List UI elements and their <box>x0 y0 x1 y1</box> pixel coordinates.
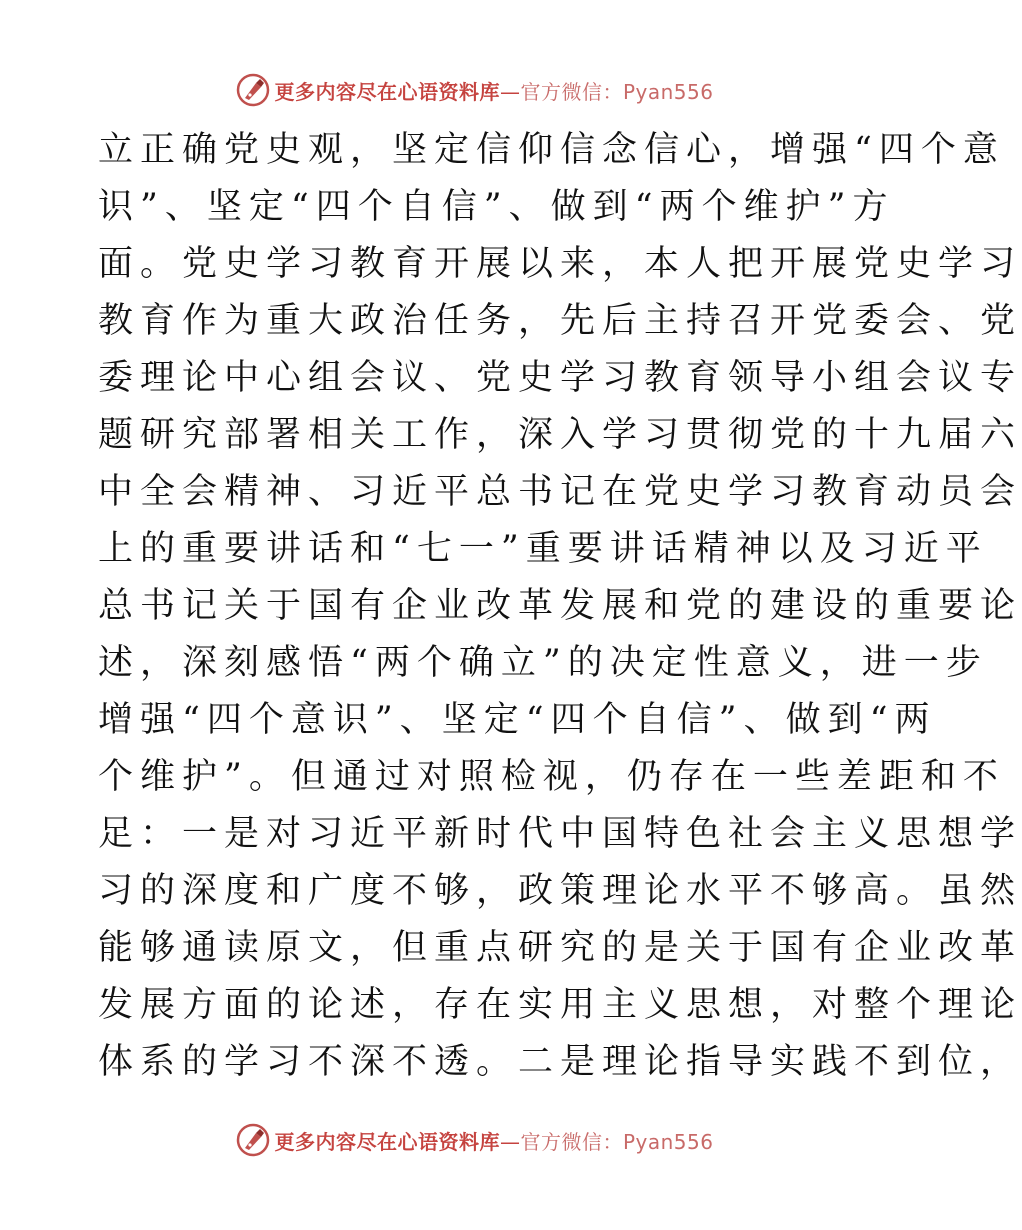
footer-banner-text <box>274 1126 713 1155</box>
text-line: 教育作为重大政治任务，先后主持召开党委会、党 <box>98 301 1022 341</box>
text-line: 发展方面的论述，存在实用主义思想，对整个理论 <box>98 985 1022 1025</box>
text-line: 足：一是对习近平新时代中国特色社会主义思想学 <box>98 814 1022 854</box>
header-banner <box>0 68 950 112</box>
text-line: 增强“四个意识”、坚定“四个自信”、做到“两 <box>98 700 937 740</box>
text-line: 题研究部署相关工作，深入学习贯彻党的十九届六 <box>98 415 1022 455</box>
banner-brand: 更多内容尽在心语资料库 <box>274 1129 500 1154</box>
header-banner-text <box>274 76 713 105</box>
banner-wechat: 官方微信：Pyan556 <box>520 79 714 104</box>
text-line: 上的重要讲话和“七一”重要讲话精神以及习近平 <box>98 529 988 569</box>
text-line: 面。党史学习教育开展以来，本人把开展党史学习 <box>98 244 1022 284</box>
text-line: 习的深度和广度不够，政策理论水平不够高。虽然 <box>98 871 1022 911</box>
footer-banner <box>0 1118 950 1162</box>
banner-dash: — <box>499 79 521 104</box>
text-line: 中全会精神、习近平总书记在党史学习教育动员会 <box>98 472 1022 512</box>
text-line: 述，深刻感悟“两个确立”的决定性意义，进一步 <box>98 643 988 683</box>
text-line: 立正确党史观，坚定信仰信念信心，增强“四个意 <box>98 130 1005 170</box>
banner-wechat: 官方微信：Pyan556 <box>520 1129 714 1154</box>
banner-dash: — <box>499 1129 521 1154</box>
text-line: 能够通读原文，但重点研究的是关于国有企业改革 <box>98 928 1022 968</box>
text-line: 个维护”。但通过对照检视，仍存在一些差距和不 <box>98 757 1005 797</box>
banner-brand: 更多内容尽在心语资料库 <box>274 79 500 104</box>
text-line: 体系的学习不深不透。二是理论指导实践不到位， <box>98 1042 1022 1082</box>
pen-nib-logo-icon <box>236 1123 270 1157</box>
pen-nib-logo-icon <box>236 73 270 107</box>
document-body <box>98 122 1022 1091</box>
text-line: 识”、坚定“四个自信”、做到“两个维护”方 <box>98 187 895 227</box>
text-line: 委理论中心组会议、党史学习教育领导小组会议专 <box>98 358 1022 398</box>
text-line: 总书记关于国有企业改革发展和党的建设的重要论 <box>98 586 1022 626</box>
